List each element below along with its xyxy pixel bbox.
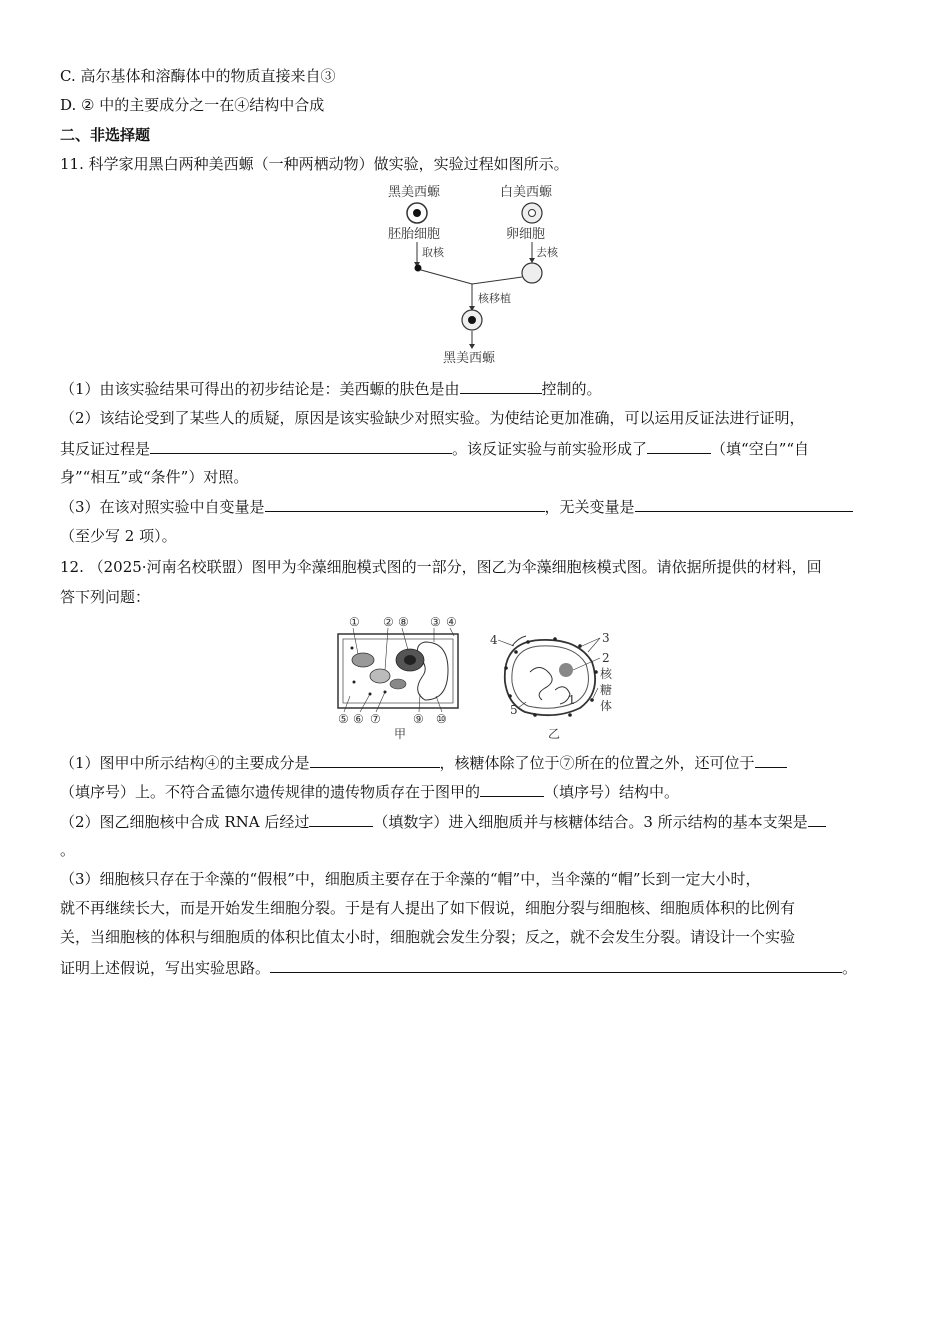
svg-text:去核: 去核 [536,246,558,259]
option-c: C. 高尔基体和溶酶体中的物质直接来自③ [60,67,336,85]
svg-text:④: ④ [446,615,457,629]
cell-diagram-jia [338,615,458,741]
answer-blank[interactable] [808,811,826,827]
fig1-egg-label: 卵细胞 [506,227,546,242]
question-12-stem-cont: 答下列问题： [60,588,151,606]
q11-part2-line1: （2）该结论受到了某些人的质疑，原因是该实验缺少对照实验。为使结论更加准确，可以运用反证法进行证明， [60,409,805,427]
enucleated-egg [522,263,542,283]
answer-blank[interactable] [635,496,853,512]
white-nucleus [529,210,536,217]
q12-part1-line1: （1）图甲中所示结构④的主要成分是 ，核糖体除了位于⑦所在的位置之外，还可位于 [60,752,787,773]
svg-text:核: 核 [600,667,613,681]
q12-part3-line1: （3）细胞核只存在于伞藻的“假根”中，细胞质主要存在于伞藻的“帽”中，当伞藻的“帽”长到一定大小时， [60,870,761,888]
q12-part3-line3: 关，当细胞核的体积与细胞质的体积比值太小时，细胞就会发生分裂；反之，就不会发生分裂。请设计一个实验 [60,928,796,946]
answer-blank[interactable] [265,496,545,512]
svg-text:⑤: ⑤ [338,712,349,726]
axolotl-experiment-figure [370,180,570,370]
fig1-embryo-label: 胚胎细胞 [388,227,441,242]
svg-text:2: 2 [602,651,610,665]
q12-part3-line4: 证明上述假说，写出实验思路。 。 [60,959,858,977]
q11-part2-line3: 身”“相互”或“条件”）对照。 [60,468,249,486]
question-11-stem: 11. 科学家用黑白两种美西螈（一种两栖动物）做实验，实验过程如图所示。 [60,155,569,173]
fig1-black-label: 黑美西螈 [388,185,441,200]
q12-part2-line1: （2）图乙细胞核中合成 RNA 后经过 （填数字）进入细胞质并与核糖体结合。3 所示结构的基本支架是 [60,811,826,832]
svg-text:⑥: ⑥ [353,712,364,726]
answer-blank[interactable] [310,752,440,768]
fig1-white-label: 白美西螈 [500,185,553,200]
svg-text:①: ① [349,615,360,629]
option-d: D. ② 中的主要成分之一在④结构中合成 [60,96,325,114]
q11-part2-line2: 其反证过程是 。该反证实验与前实验形成了 （填“空白”“自 [60,440,810,458]
answer-blank[interactable] [480,781,544,797]
svg-text:1: 1 [568,693,576,707]
svg-text:⑧: ⑧ [398,615,409,629]
question-12-stem: 12. （2025·河南名校联盟）图甲为伞藻细胞模式图的一部分，图乙为伞藻细胞核模式图。请依据所提供的材料，回 [60,558,822,576]
answer-blank[interactable] [309,811,373,827]
svg-text:③: ③ [430,615,441,629]
svg-text:糖: 糖 [600,683,613,697]
q12-part2-line2: 。 [60,841,76,859]
section-title: 二、非选择题 [60,126,151,144]
svg-text:取核: 取核 [422,246,444,259]
isolated-nucleus [415,265,422,272]
svg-text:4: 4 [490,633,498,647]
q11-part3-line1: （3）在该对照实验中自变量是 ，无关变量是 [60,496,853,517]
answer-blank[interactable] [647,438,711,454]
svg-text:⑨: ⑨ [413,712,424,726]
svg-text:②: ② [383,615,394,629]
answer-blank[interactable] [460,378,542,394]
q11-part1: （1）由该实验结果可得出的初步结论是：美西螈的肤色是由 控制的。 [60,380,602,398]
answer-blank[interactable] [150,438,452,454]
answer-blank[interactable] [755,752,787,768]
svg-text:⑦: ⑦ [370,712,381,726]
answer-blank[interactable] [270,957,842,973]
fig1-result-label: 黑美西螈 [443,351,496,366]
black-nucleus [413,209,421,217]
svg-text:甲: 甲 [394,727,407,741]
acetabularia-cell-figure [330,612,620,742]
q12-part1-line2: （填序号）上。不符合孟德尔遗传规律的遗传物质存在于图甲的 （填序号）结构中。 [60,783,680,801]
svg-text:核移植: 核移植 [478,292,511,305]
q11-part3-line2: （至少写 2 项）。 [60,527,177,545]
svg-text:3: 3 [602,631,610,645]
nucleus-diagram-yi [490,631,613,741]
svg-text:体: 体 [600,699,613,713]
svg-text:5: 5 [510,703,518,717]
svg-text:乙: 乙 [548,727,561,741]
svg-text:⑩: ⑩ [436,712,447,726]
q12-part3-line2: 就不再继续长大，而是开始发生细胞分裂。于是有人提出了如下假说，细胞分裂与细胞核、细胞质体积的比例有 [60,899,796,917]
